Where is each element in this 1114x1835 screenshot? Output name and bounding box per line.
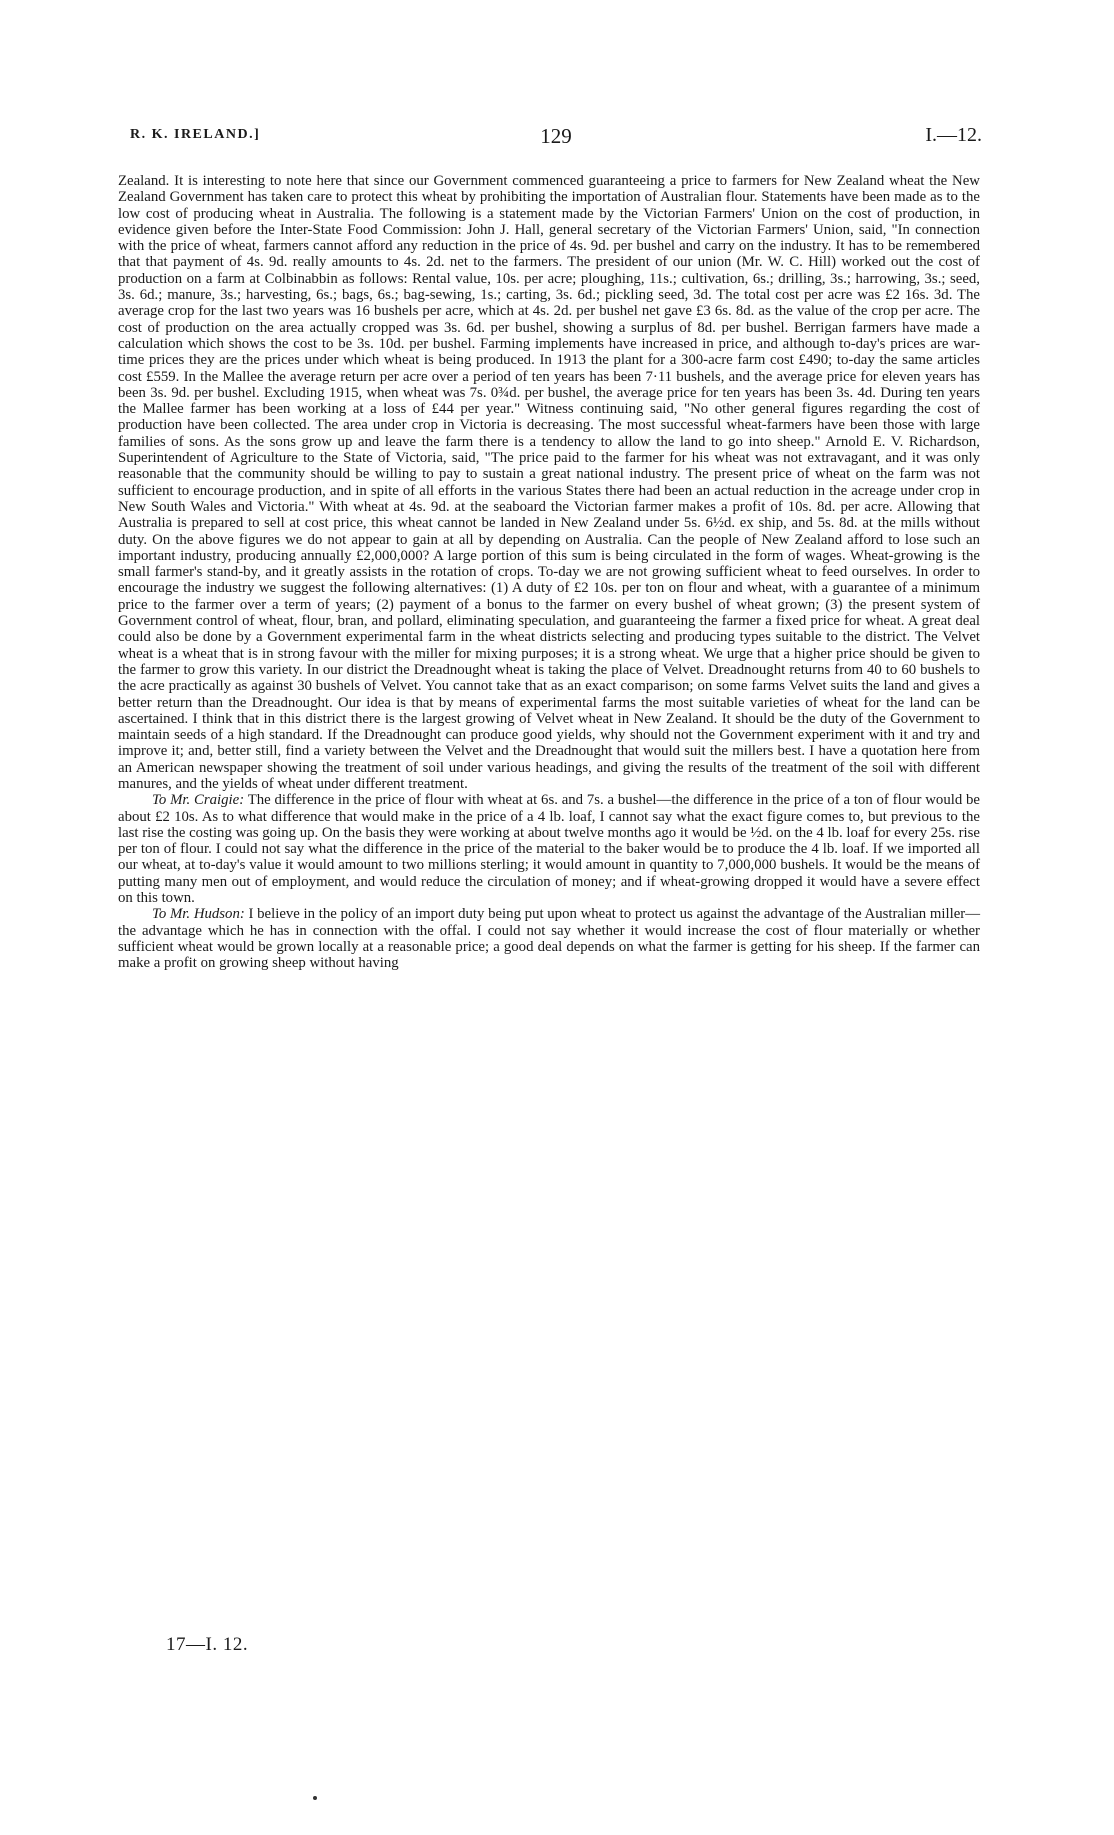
signature-mark: 17—I. 12.: [166, 1634, 249, 1655]
speaker-lead: To Mr. Craigie:: [152, 792, 245, 809]
paragraph-text: I believe in the policy of an import duty being put upon wheat to protect us against the advantage of the Australian miller—the advantage which he has in connection with the offal. I could not say whether it would increase the cost of flour materially or whether sufficient wheat would be grown locally at a reasonable price; a good deal depends on what the farmer is getting for his sheep. If the farmer can make a profit on growing sheep without having: [118, 906, 981, 972]
body-text: [118, 173, 980, 972]
header-author-ref: R. K. IRELAND.]: [130, 127, 261, 142]
paragraph-text: Zealand. It is interesting to note here that since our Government commenced guaranteeing a price to farmers for New Zealand wheat the New Zealand Government has taken care to protect this wheat by prohibiting the importation of Australian flour. Statements have been made as to the low cost of producing wheat in Australia. The following is a statement made by the Victorian Farmers' Union on the cost of production, in evidence given before the Inter-State Food Commission: John J. Hall, general secretary of the Victorian Farmers' Union, said, "In connection with the price of wheat, farmers cannot afford any reduction in the price of 4s. 9d. per bushel and carry on the industry. It has to be remembered that that payment of 4s. 9d. really amounts to 4s. 2d. net to the farmers. The president of our union (Mr. W. C. Hill) worked out the cost of production on a farm at Colbinabbin as follows: Rental value, 10s. per acre; ploughing, 11s.; cultivation, 6s.; drilling, 3s.; harrowing, 3s.; seed, 3s. 6d.; manure, 3s.; harvesting, 6s.; bags, 6s.; bag-sewing, 1s.; carting, 3s. 6d.; pickling seed, 3d. The total cost per acre was £2 16s. 3d. The average crop for the last two years was 16 bushels per acre, which at 4s. 2d. per bushel net gave £3 6s. 8d. as the value of the crop per acre. The cost of production on the area actually cropped was 3s. 6d. per bushel, showing a surplus of 8d. per bushel. Berrigan farmers have made a calculation which shows the cost to be 3s. 10d. per bushel. Farming implements have increased in price, and although to-day's prices are war-time prices they are the prices under which wheat is being produced. In 1913 the plant for a 300-acre farm cost £490; to-day the same articles cost £559. In the Mallee the average return per acre over a period of ten years has been 7·11 bushels, and the average price for eleven years has been 3s. 9d. per bushel. Excluding 1915, when wheat was 7s. 0¾d. per bushel, the average price for ten years has been 3s. 4d. During ten years the Mallee farmer has been working at a loss of £44 per year." Witness continuing said, "No other general figures regarding the cost of production have been collected. The area under crop in Victoria is decreasing. The most successful wheat-farmers have been those with large families of sons. As the sons grow up and leave the farm there is a tendency to allow the land to go into sheep." Arnold E. V. Richardson, Superintendent of Agriculture to the State of Victoria, said, "The price paid to the farmer for his wheat was not extravagant, and it was only reasonable that the community should be willing to pay to sustain a great national industry. The present price of wheat on the farm was not sufficient to encourage production, and in spite of all efforts in the various States there had been an actual reduction in the acreage under crop in New South Wales and Victoria." With wheat at 4s. 9d. at the seaboard the Victorian farmer makes a profit of 10s. 8d. per acre. Allowing that Australia is prepared to sell at cost price, this wheat cannot be landed in New Zealand under 5s. 6½d. ex ship, and 5s. 8d. at the mills without duty. On the above figures we do not appear to gain at all by depending on Australia. Can the people of New Zealand afford to lose such an important industry, producing annually £2,000,000? A large portion of this sum is being circulated in the form of wages. Wheat-growing is the small farmer's stand-by, and it greatly assists in the rotation of crops. To-day we are not growing sufficient wheat to feed ourselves. In order to encourage the industry we suggest the following alternatives: (1) A duty of £2 10s. per ton on flour and wheat, with a guarantee of a minimum price to the farmer over a term of years; (2) payment of a bonus to the farmer on every bushel of wheat grown; (3) the present system of Government control of wheat, flour, bran, and pollard, eliminating speculation, and guaranteeing the farmer a fixed price for wheat. A great deal could also be done by a Government experimental farm in the wheat districts selecting and producing types suitable to the district. The Velvet wheat is a wheat that is in strong favour with the miller for mixing purposes; it is a strong wheat. We urge that a higher price should be given to the farmer to grow this variety. In our district the Dreadnought wheat is taking the place of Velvet. Dreadnought returns from 40 to 60 bushels to the acre practically as against 30 bushels of Velvet. You cannot take that as an exact comparison; on some farms Velvet suits the land and gives a better return than the Dreadnought. Our idea is that by means of experimental farms the most suitable varieties of wheat for the land can be ascertained. I think that in this district there is the largest growing of Velvet wheat in New Zealand. It should be the duty of the Government to maintain seeds of a high standard. If the Dreadnought can produce good yields, why should not the Government experiment with it and try and improve it; and, better still, find a variety between the Velvet and the Dreadnought that would suit the millers best. I have a quotation here from an American newspaper showing the treatment of soil under various headings, and giving the results of the treatment of the soil with different manures, and the yields of wheat under different treatment.: [118, 173, 980, 792]
paragraph-text: The difference in the price of flour with wheat at 6s. and 7s. a bushel—the difference in the price of a ton of flour would be about £2 10s. As to what difference that would make in the price of a 4 lb. loaf, I cannot say what the exact figure comes to, but previous to the last rise the costing was going up. On the basis they were working at about twelve months ago it would be ½d. on the 4 lb. loaf for every 25s. rise per ton of flour. I could not say what the difference in the price of the material to the baker would be to produce the 4 lb. loaf. If we imported all our wheat, at to-day's value it would amount to two millions sterling; it would amount in quantity to 7,000,000 bushels. It would be the means of putting many men out of employment, and would reduce the circulation of money; and if wheat-growing dropped it would have a severe effect on this town.: [118, 792, 980, 907]
page-number: 129: [540, 124, 572, 148]
running-header: [130, 124, 982, 154]
paragraph-to-mr-craigie: [118, 792, 980, 906]
paragraph-to-mr-hudson: [118, 906, 980, 971]
document-code: I.—12.: [925, 124, 982, 146]
paragraph-evidence: [118, 173, 980, 792]
speaker-lead: To Mr. Hudson:: [152, 906, 245, 923]
print-speck: [313, 1796, 317, 1800]
